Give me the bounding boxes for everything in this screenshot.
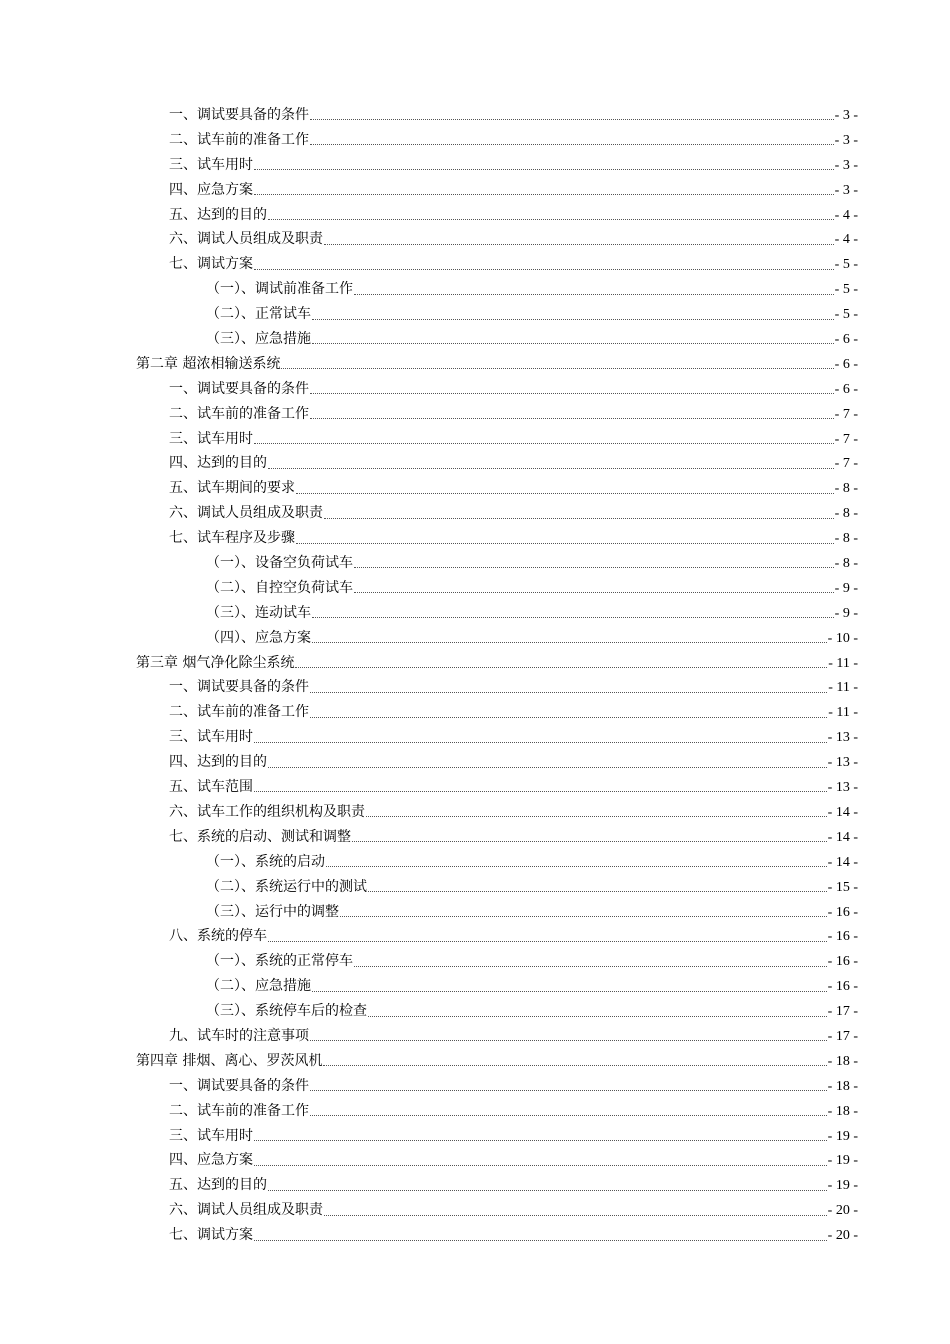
toc-dot-leader [324, 517, 834, 519]
toc-dot-leader [254, 1164, 827, 1166]
toc-section-entry[interactable] [136, 675, 858, 700]
toc-entry-title: （二）、应急措施 [206, 978, 311, 995]
toc-section-entry[interactable] [136, 402, 858, 427]
toc-entry-title: 五、试车期间的要求 [169, 480, 295, 497]
toc-dot-leader [254, 790, 827, 792]
toc-dot-leader [310, 1114, 827, 1116]
toc-entry-title: 七、系统的启动、测试和调整 [169, 828, 351, 845]
toc-entry-title: 三、试车用时 [169, 430, 253, 447]
toc-chapter-entry[interactable] [136, 352, 858, 377]
toc-dot-leader [312, 641, 827, 643]
toc-section-entry[interactable] [136, 1099, 858, 1124]
toc-dot-leader [368, 890, 827, 892]
toc-section-entry[interactable] [136, 128, 858, 153]
toc-dot-leader [323, 1064, 826, 1066]
toc-dot-leader [310, 417, 834, 419]
toc-page-number: - 4 - [834, 232, 858, 248]
toc-dot-leader [296, 492, 834, 494]
toc-dot-leader [352, 840, 827, 842]
toc-section-entry[interactable] [136, 775, 858, 800]
toc-dot-leader [281, 367, 833, 369]
toc-section-entry[interactable] [136, 1198, 858, 1223]
toc-dot-leader [312, 318, 834, 320]
table-of-contents [136, 103, 858, 1248]
toc-entry-title: 三、试车用时 [169, 1127, 253, 1144]
toc-page-number: - 5 - [834, 282, 858, 298]
toc-section-entry[interactable] [136, 1173, 858, 1198]
toc-page-number: - 3 - [834, 157, 858, 173]
toc-entry-title: 五、达到的目的 [169, 206, 267, 223]
toc-section-entry[interactable] [136, 227, 858, 252]
toc-entry-title: （二）、自控空负荷试车 [206, 579, 353, 596]
toc-dot-leader [254, 1239, 827, 1241]
toc-dot-leader [254, 268, 834, 270]
toc-entry-title: （一）、系统的启动 [206, 853, 325, 870]
toc-entry-title: 七、试车程序及步骤 [169, 530, 295, 547]
toc-section-entry[interactable] [136, 1223, 858, 1248]
toc-page-number: - 11 - [828, 680, 858, 696]
toc-page-number: - 3 - [834, 132, 858, 148]
toc-page-number: - 3 - [834, 182, 858, 198]
toc-entry-title: （二）、系统运行中的测试 [206, 878, 367, 895]
toc-page-number: - 7 - [834, 406, 858, 422]
toc-dot-leader [254, 193, 834, 195]
toc-dot-leader [268, 766, 827, 768]
toc-subsection-entry[interactable] [136, 999, 858, 1024]
toc-section-entry[interactable] [136, 252, 858, 277]
toc-section-entry[interactable] [136, 800, 858, 825]
toc-entry-title: 四、应急方案 [169, 1152, 253, 1169]
toc-entry-title: （一）、调试前准备工作 [206, 281, 353, 298]
toc-subsection-entry[interactable] [136, 601, 858, 626]
toc-entry-title: （一）、设备空负荷试车 [206, 555, 353, 572]
toc-dot-leader [354, 293, 834, 295]
toc-subsection-entry[interactable] [136, 302, 858, 327]
toc-page-number: - 11 - [828, 655, 858, 671]
toc-entry-title: （四）、应急方案 [206, 629, 311, 646]
toc-entry-title: 一、调试要具备的条件 [169, 1077, 309, 1094]
toc-entry-title: 一、调试要具备的条件 [169, 679, 309, 696]
toc-chapter-entry[interactable] [136, 1049, 858, 1074]
toc-subsection-entry[interactable] [136, 875, 858, 900]
toc-entry-title: 六、试车工作的组织机构及职责 [169, 803, 365, 820]
toc-dot-leader [324, 243, 834, 245]
toc-page-number: - 10 - [827, 630, 858, 646]
toc-dot-leader [296, 542, 834, 544]
toc-page-number: - 17 - [827, 1004, 858, 1020]
toc-entry-title: 六、调试人员组成及职责 [169, 1202, 323, 1219]
toc-subsection-entry[interactable] [136, 277, 858, 302]
toc-entry-title: （三）、应急措施 [206, 331, 311, 348]
toc-section-entry[interactable] [136, 1074, 858, 1099]
toc-subsection-entry[interactable] [136, 974, 858, 999]
toc-dot-leader [354, 591, 834, 593]
toc-section-entry[interactable] [136, 476, 858, 501]
toc-entry-title: 二、试车前的准备工作 [169, 131, 309, 148]
toc-dot-leader [366, 815, 827, 817]
toc-page-number: - 18 - [827, 1078, 858, 1094]
toc-dot-leader [295, 666, 827, 668]
toc-entry-title: 五、达到的目的 [169, 1177, 267, 1194]
toc-page-number: - 8 - [834, 556, 858, 572]
toc-page-number: - 18 - [827, 1053, 858, 1069]
toc-section-entry[interactable] [136, 750, 858, 775]
toc-section-entry[interactable] [136, 700, 858, 725]
toc-subsection-entry[interactable] [136, 900, 858, 925]
toc-entry-title: 六、调试人员组成及职责 [169, 231, 323, 248]
toc-section-entry[interactable] [136, 377, 858, 402]
toc-dot-leader [310, 1089, 827, 1091]
toc-section-entry[interactable] [136, 153, 858, 178]
toc-page-number: - 19 - [827, 1178, 858, 1194]
toc-entry-title: 六、调试人员组成及职责 [169, 505, 323, 522]
toc-entry-title: 二、试车前的准备工作 [169, 1102, 309, 1119]
toc-page-number: - 13 - [827, 755, 858, 771]
toc-page-number: - 16 - [827, 929, 858, 945]
toc-page-number: - 20 - [827, 1228, 858, 1244]
toc-page-number: - 3 - [834, 108, 858, 123]
toc-page-number: - 7 - [834, 456, 858, 472]
toc-entry-title: 五、试车范围 [169, 779, 253, 796]
toc-dot-leader [312, 990, 827, 992]
toc-page-number: - 15 - [827, 879, 858, 895]
toc-entry-title: 四、应急方案 [169, 181, 253, 198]
toc-dot-leader [268, 940, 827, 942]
toc-page-number: - 18 - [827, 1103, 858, 1119]
toc-page-number: - 14 - [827, 854, 858, 870]
toc-subsection-entry[interactable] [136, 850, 858, 875]
toc-page-number: - 14 - [827, 829, 858, 845]
toc-entry-title: （二）、正常试车 [206, 306, 311, 323]
toc-entry-title: 八、系统的停车 [169, 928, 267, 945]
toc-page-number: - 6 - [834, 332, 858, 348]
toc-dot-leader [310, 1039, 827, 1041]
toc-section-entry[interactable] [136, 1024, 858, 1049]
toc-dot-leader [254, 168, 834, 170]
toc-section-entry[interactable] [136, 501, 858, 526]
toc-page-number: - 14 - [827, 804, 858, 820]
toc-page-number: - 13 - [827, 780, 858, 796]
toc-dot-leader [310, 392, 834, 394]
toc-page-number: - 16 - [827, 979, 858, 995]
toc-dot-leader [368, 1015, 827, 1017]
toc-dot-leader [268, 467, 834, 469]
toc-entry-title: 第四章 排烟、离心、罗茨风机 [136, 1052, 323, 1069]
toc-dot-leader [326, 865, 827, 867]
toc-chapter-entry[interactable] [136, 651, 858, 676]
toc-page-number: - 6 - [834, 356, 858, 372]
toc-page-number: - 17 - [827, 1028, 858, 1044]
toc-dot-leader [254, 741, 827, 743]
toc-page-number: - 8 - [834, 481, 858, 497]
toc-entry-title: 第三章 烟气净化除尘系统 [136, 654, 295, 671]
toc-dot-leader [254, 442, 834, 444]
toc-dot-leader [312, 342, 834, 344]
toc-page-number: - 20 - [827, 1203, 858, 1219]
toc-entry-title: 四、达到的目的 [169, 754, 267, 771]
toc-section-entry[interactable] [136, 1124, 858, 1149]
toc-dot-leader [310, 118, 834, 120]
toc-entry-title: （一）、系统的正常停车 [206, 953, 353, 970]
toc-section-entry[interactable] [136, 1148, 858, 1173]
toc-entry-title: 三、试车用时 [169, 729, 253, 746]
toc-entry-title: 七、调试方案 [169, 256, 253, 273]
toc-subsection-entry[interactable] [136, 551, 858, 576]
toc-dot-leader [340, 915, 827, 917]
toc-entry-title: 三、试车用时 [169, 156, 253, 173]
toc-entry-title: （三）、运行中的调整 [206, 903, 339, 920]
toc-entry-title: 二、试车前的准备工作 [169, 704, 309, 721]
toc-dot-leader [324, 1214, 827, 1216]
toc-page-number: - 6 - [834, 381, 858, 397]
toc-subsection-entry[interactable] [136, 949, 858, 974]
toc-page-number: - 8 - [834, 506, 858, 522]
toc-section-entry[interactable] [136, 526, 858, 551]
toc-entry-title: 七、调试方案 [169, 1227, 253, 1244]
toc-subsection-entry[interactable] [136, 327, 858, 352]
toc-dot-leader [254, 1139, 827, 1141]
toc-entry-title: 九、试车时的注意事项 [169, 1027, 309, 1044]
toc-section-entry[interactable] [136, 178, 858, 203]
toc-dot-leader [268, 1189, 827, 1191]
toc-subsection-entry[interactable] [136, 576, 858, 601]
toc-section-entry[interactable] [136, 103, 858, 128]
toc-page-number: - 8 - [834, 531, 858, 547]
toc-page-number: - 11 - [828, 705, 858, 721]
toc-page-number: - 19 - [827, 1153, 858, 1169]
toc-page-number: - 5 - [834, 307, 858, 323]
toc-dot-leader [310, 143, 834, 145]
toc-dot-leader [312, 616, 834, 618]
toc-page-number: - 4 - [834, 207, 858, 223]
toc-entry-title: 四、达到的目的 [169, 455, 267, 472]
toc-dot-leader [354, 965, 827, 967]
toc-entry-title: （三）、连动试车 [206, 604, 311, 621]
toc-entry-title: 第二章 超浓相输送系统 [136, 355, 281, 372]
toc-section-entry[interactable] [136, 203, 858, 228]
toc-dot-leader [354, 566, 834, 568]
toc-section-entry[interactable] [136, 725, 858, 750]
toc-section-entry[interactable] [136, 924, 858, 949]
toc-page-number: - 5 - [834, 257, 858, 273]
toc-page-number: - 9 - [834, 580, 858, 596]
toc-page-number: - 9 - [834, 605, 858, 621]
toc-dot-leader [268, 218, 834, 220]
toc-section-entry[interactable] [136, 451, 858, 476]
toc-page-number: - 16 - [827, 904, 858, 920]
toc-dot-leader [310, 691, 827, 693]
toc-page-number: - 7 - [834, 431, 858, 447]
toc-subsection-entry[interactable] [136, 626, 858, 651]
toc-entry-title: （三）、系统停车后的检查 [206, 1003, 367, 1020]
toc-section-entry[interactable] [136, 427, 858, 452]
toc-dot-leader [310, 716, 827, 718]
toc-page-number: - 13 - [827, 730, 858, 746]
toc-page-number: - 16 - [827, 954, 858, 970]
toc-entry-title: 一、调试要具备的条件 [169, 380, 309, 397]
toc-entry-title: 二、试车前的准备工作 [169, 405, 309, 422]
toc-page-number: - 19 - [827, 1128, 858, 1144]
toc-section-entry[interactable] [136, 825, 858, 850]
toc-entry-title: 一、调试要具备的条件 [169, 107, 309, 123]
